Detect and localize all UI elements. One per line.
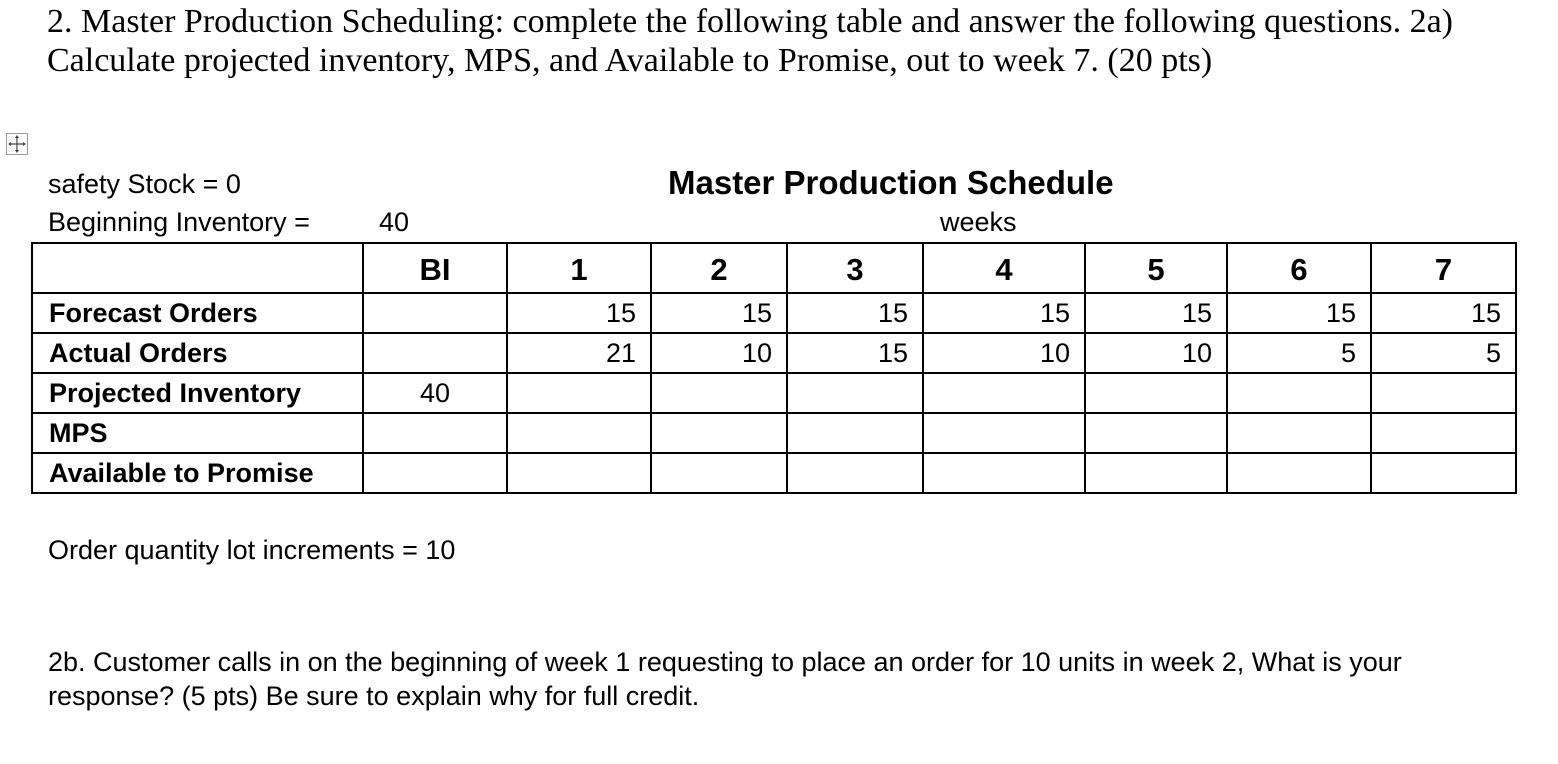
header-cell-week-2[interactable]: 2: [651, 243, 787, 293]
table-row-projected-inventory: [32, 373, 1516, 413]
table-cell[interactable]: 15: [787, 293, 923, 333]
row-label[interactable]: Forecast Orders: [32, 293, 363, 333]
table-cell[interactable]: [1085, 413, 1227, 453]
weeks-label: weeks: [940, 207, 1017, 237]
table-cell[interactable]: 15: [787, 333, 923, 373]
lot-increments-label: Order quantity lot increments = 10: [48, 535, 456, 565]
safety-stock-label: safety Stock = 0: [48, 169, 241, 199]
bi-cell[interactable]: [363, 453, 507, 493]
table-cell[interactable]: 15: [1371, 293, 1516, 333]
table-cell[interactable]: 15: [923, 293, 1085, 333]
row-label[interactable]: MPS: [32, 413, 363, 453]
table-cell[interactable]: [787, 453, 923, 493]
row-label[interactable]: Available to Promise: [32, 453, 363, 493]
table-cell[interactable]: 15: [651, 293, 787, 333]
mps-table: [31, 242, 1517, 494]
table-cell[interactable]: [787, 413, 923, 453]
table-cell[interactable]: [1371, 373, 1516, 413]
table-cell[interactable]: [1085, 453, 1227, 493]
header-cell-week-4[interactable]: 4: [923, 243, 1085, 293]
move-handle-icon[interactable]: [6, 133, 28, 155]
table-cell[interactable]: 10: [923, 333, 1085, 373]
table-cell[interactable]: 21: [507, 333, 651, 373]
table-header-row: [32, 243, 1516, 293]
header-cell-week-6[interactable]: 6: [1227, 243, 1371, 293]
bi-cell[interactable]: [363, 293, 507, 333]
header-cell[interactable]: [32, 243, 363, 293]
table-cell[interactable]: [651, 373, 787, 413]
question-2b-text: 2b. Customer calls in on the beginning of week 1 requesting to place an order for 10 units in week 2, What is your response? (5 pts) Be sure to explain why for full credit.: [48, 647, 1402, 711]
row-label[interactable]: Projected Inventory: [32, 373, 363, 413]
header-cell-week-1[interactable]: 1: [507, 243, 651, 293]
bi-cell[interactable]: 40: [363, 373, 507, 413]
header-cell-bi[interactable]: BI: [363, 243, 507, 293]
table-row-available-to-promise: [32, 453, 1516, 493]
table-cell[interactable]: 5: [1371, 333, 1516, 373]
table-cell[interactable]: [1227, 373, 1371, 413]
bi-cell[interactable]: [363, 333, 507, 373]
table-cell[interactable]: [1227, 413, 1371, 453]
table-cell[interactable]: 5: [1227, 333, 1371, 373]
table-cell[interactable]: 15: [1085, 293, 1227, 333]
table-cell[interactable]: 15: [1227, 293, 1371, 333]
table-cell[interactable]: [507, 373, 651, 413]
table-cell[interactable]: [507, 413, 651, 453]
bi-cell[interactable]: [363, 413, 507, 453]
header-cell-week-5[interactable]: 5: [1085, 243, 1227, 293]
table-row-forecast-orders: [32, 293, 1516, 333]
table-row-actual-orders: [32, 333, 1516, 373]
row-label[interactable]: Actual Orders: [32, 333, 363, 373]
table-cell[interactable]: [651, 453, 787, 493]
table-cell[interactable]: [1085, 373, 1227, 413]
table-cell[interactable]: [1371, 453, 1516, 493]
beginning-inventory-value: 40: [379, 207, 410, 237]
table-cell[interactable]: 10: [1085, 333, 1227, 373]
table-cell[interactable]: [1371, 413, 1516, 453]
schedule-title: Master Production Schedule: [668, 164, 1114, 201]
table-row-mps: [32, 413, 1516, 453]
beginning-inventory-label: Beginning Inventory =: [48, 207, 310, 237]
header-cell-week-7[interactable]: 7: [1371, 243, 1516, 293]
table-cell[interactable]: [507, 453, 651, 493]
table-cell[interactable]: [923, 413, 1085, 453]
table-cell[interactable]: 10: [651, 333, 787, 373]
table-cell[interactable]: [923, 373, 1085, 413]
table-cell[interactable]: [787, 373, 923, 413]
table-cell[interactable]: [1227, 453, 1371, 493]
table-cell[interactable]: [923, 453, 1085, 493]
question-2a-text: 2. Master Production Scheduling: complete the following table and answer the following questions. 2a) Calculate projected inventory, MPS, and Available to Promise, out to week 7. (20 pts): [47, 3, 1453, 79]
table-cell[interactable]: [651, 413, 787, 453]
header-cell-week-3[interactable]: 3: [787, 243, 923, 293]
table-cell[interactable]: 15: [507, 293, 651, 333]
